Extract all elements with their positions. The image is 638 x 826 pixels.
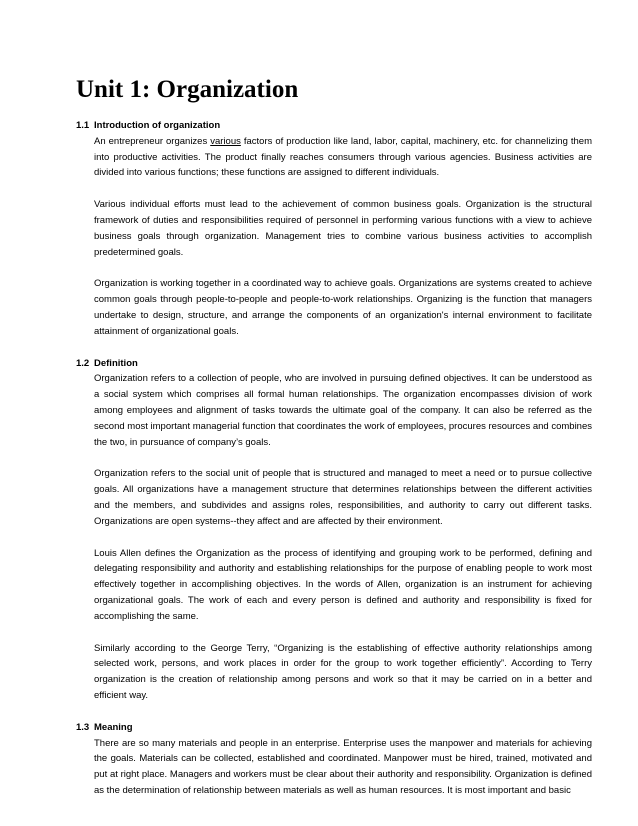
section-definition bbox=[76, 356, 592, 704]
paragraph: Various individual efforts must lead to the achievement of common business goals. Organization is the structural framework of duties and responsibilities required of personnel in performing various functions with a view to achieve business goals through organization. Management tries to combine various business activities to accomplish predetermined goals. bbox=[94, 199, 592, 258]
section-heading bbox=[76, 356, 592, 372]
underlined-word: various bbox=[210, 135, 241, 147]
section-title: Definition bbox=[94, 357, 138, 369]
section-title: Meaning bbox=[94, 721, 133, 733]
document-body bbox=[76, 118, 592, 799]
paragraph: An entrepreneur organizes various factors of production like land, labor, capital, machinery, etc. for channelizing them into productive activities. The product finally reaches consumers through various agencies. Business activities are divided into various functions; these functions are assigned to different individuals. bbox=[94, 135, 592, 179]
section-meaning bbox=[76, 720, 592, 799]
section-number: 1.2 bbox=[76, 357, 90, 369]
paragraph: Louis Allen defines the Organization as the process of identifying and grouping work to be performed, defining and delegating responsibility and authority and establishing relationships for the purpose of enabling people to work most effectively together in accomplishing objectives. In the words of Allen, organization is an instrument for achieving organizational goals. The work of each and every person is defined and authority and responsibility is fixed for accomplishing the same. bbox=[94, 547, 592, 622]
paragraph: Organization is working together in a coordinated way to achieve goals. Organizations are systems created to achieve common goals through people-to-people and people-to-work relationships. Organizing is the function that managers undertake to design, structure, and arrange the components of an organization's internal environment to facilitate attainment of organizational goals. bbox=[94, 278, 592, 337]
section-heading bbox=[76, 118, 592, 134]
section-number: 1.3 bbox=[76, 721, 90, 733]
paragraph: Organization refers to the social unit of people that is structured and managed to meet a need or to pursue collective goals. All organizations have a management structure that determines relationships between the different activities and the members, and subdivides and assigns roles, responsibilities, and authority to carry out different tasks. Organizations are open systems--they affect and are affected by their environment. bbox=[94, 468, 592, 527]
paragraph: Organization refers to a collection of people, who are involved in pursuing defined objectives. It can be understood as a social system which comprises all formal human relationships. The organization encompasses division of work among employees and alignment of tasks towards the ultimate goal of the company. It can also be referred as the second most important managerial function that coordinates the work of employees, procures resources and combines the two, in pursuance of company’s goals. bbox=[94, 373, 592, 448]
section-title: Introduction of organization bbox=[94, 120, 221, 131]
section-number: 1.1 bbox=[76, 120, 90, 131]
paragraph: There are so many materials and people in an enterprise. Enterprise uses the manpower and materials for achieving the goals. Materials can be collected, established and coordinated. Manpower must be hired, trained, motivated and put at right place. Managers and workers must be clear about their authority and responsibility. Organization is defined as the determination of relationship between materials as well as human resources. It is most important and basic bbox=[94, 737, 592, 796]
section-introduction bbox=[76, 118, 592, 340]
page-title: Unit 1: Organization bbox=[76, 76, 299, 103]
section-heading bbox=[76, 720, 592, 736]
paragraph: Similarly according to the George Terry, “Organizing is the establishing of effective authority relationships among selected work, persons, and work places in order for the group to work together efficiently”. According to Terry organization is the creation of relationship among persons and work so that it may be carried on in a better and efficient way. bbox=[94, 642, 592, 701]
